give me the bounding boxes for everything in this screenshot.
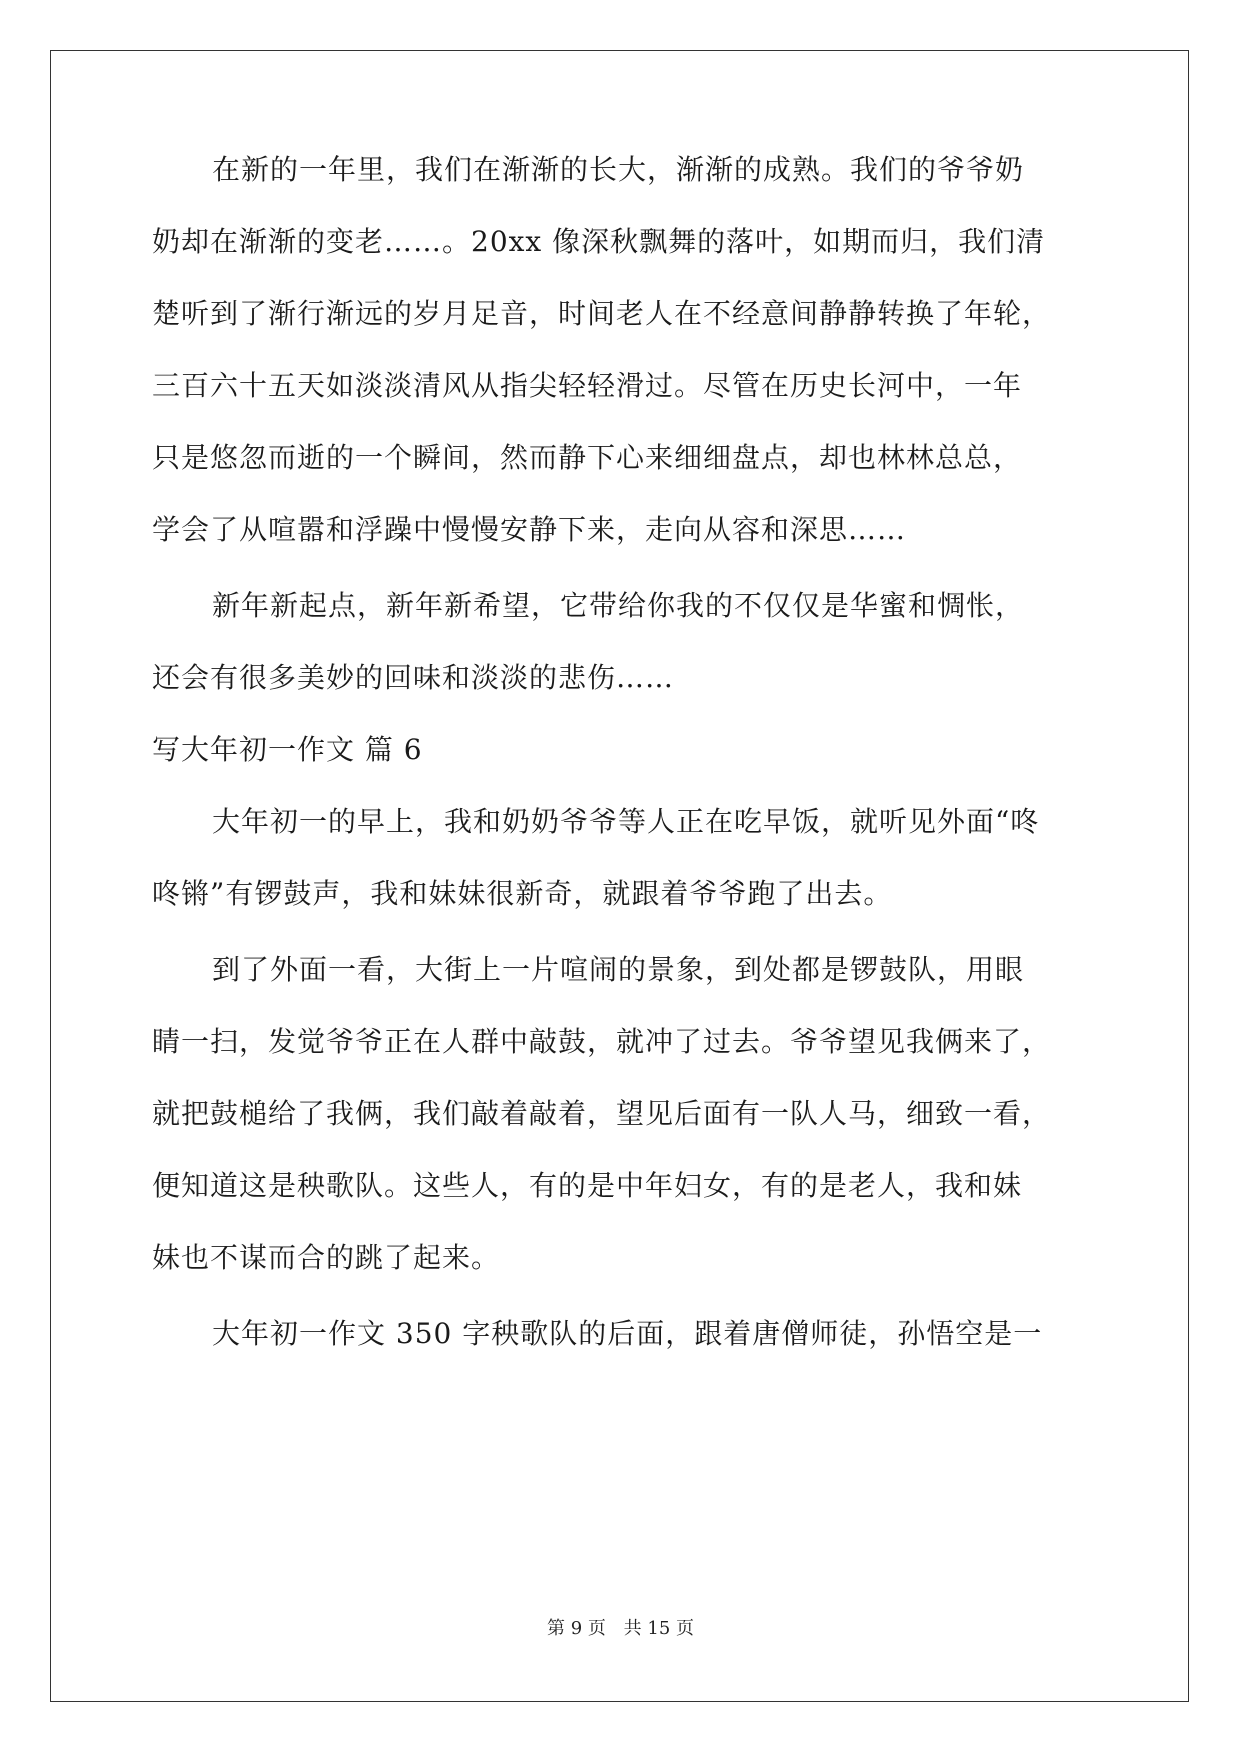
paragraph-1-line: 奶却在渐渐的变老……。20xx 像深秋飘舞的落叶，如期而归，我们清 xyxy=(152,225,1046,258)
paragraph-1-line: 只是悠忽而逝的一个瞬间，然而静下心来细细盘点，却也林林总总， xyxy=(152,441,1023,474)
paragraph-1-line: 三百六十五天如淡淡清风从指尖轻轻滑过。尽管在历史长河中，一年 xyxy=(152,369,1023,402)
paragraph-3-line: 咚锵”有锣鼓声，我和妹妹很新奇，就跟着爷爷跑了出去。 xyxy=(152,877,893,910)
paragraph-2-line: 还会有很多美妙的回味和淡淡的悲伤…… xyxy=(152,661,675,694)
paragraph-4-line: 睛一扫，发觉爷爷正在人群中敲鼓，就冲了过去。爷爷望见我俩来了， xyxy=(152,1025,1052,1058)
paragraph-1-line: 楚听到了渐行渐远的岁月足音，时间老人在不经意间静静转换了年轮， xyxy=(152,297,1052,330)
page-total: 共 15 页 xyxy=(623,1618,694,1639)
paragraph-4-line: 便知道这是秧歌队。这些人，有的是中年妇女，有的是老人，我和妹 xyxy=(152,1169,1023,1202)
paragraph-1-line: 在新的一年里，我们在渐渐的长大，渐渐的成熟。我们的爷爷奶 xyxy=(212,153,1025,186)
paragraph-4-line: 妹也不谋而合的跳了起来。 xyxy=(152,1241,501,1274)
paragraph-2-line: 新年新起点，新年新希望，它带给你我的不仅仅是华蜜和惆怅， xyxy=(212,589,1025,622)
section-heading: 写大年初一作文 篇 6 xyxy=(152,733,423,766)
paragraph-1-line: 学会了从喧嚣和浮躁中慢慢安静下来，走向从容和深思…… xyxy=(152,513,907,546)
page-number: 第 9 页 xyxy=(547,1618,606,1639)
paragraph-4-line: 到了外面一看，大街上一片喧闹的景象，到处都是锣鼓队，用眼 xyxy=(212,953,1025,986)
paragraph-3-line: 大年初一的早上，我和奶奶爷爷等人正在吃早饭，就听见外面“咚 xyxy=(212,805,1040,838)
paragraph-5-line: 大年初一作文 350 字秧歌队的后面，跟着唐僧师徒，孙悟空是一 xyxy=(212,1317,1043,1350)
paragraph-4-line: 就把鼓槌给了我俩，我们敲着敲着，望见后面有一队人马，细致一看， xyxy=(152,1097,1052,1130)
page-footer xyxy=(0,1617,1241,1641)
